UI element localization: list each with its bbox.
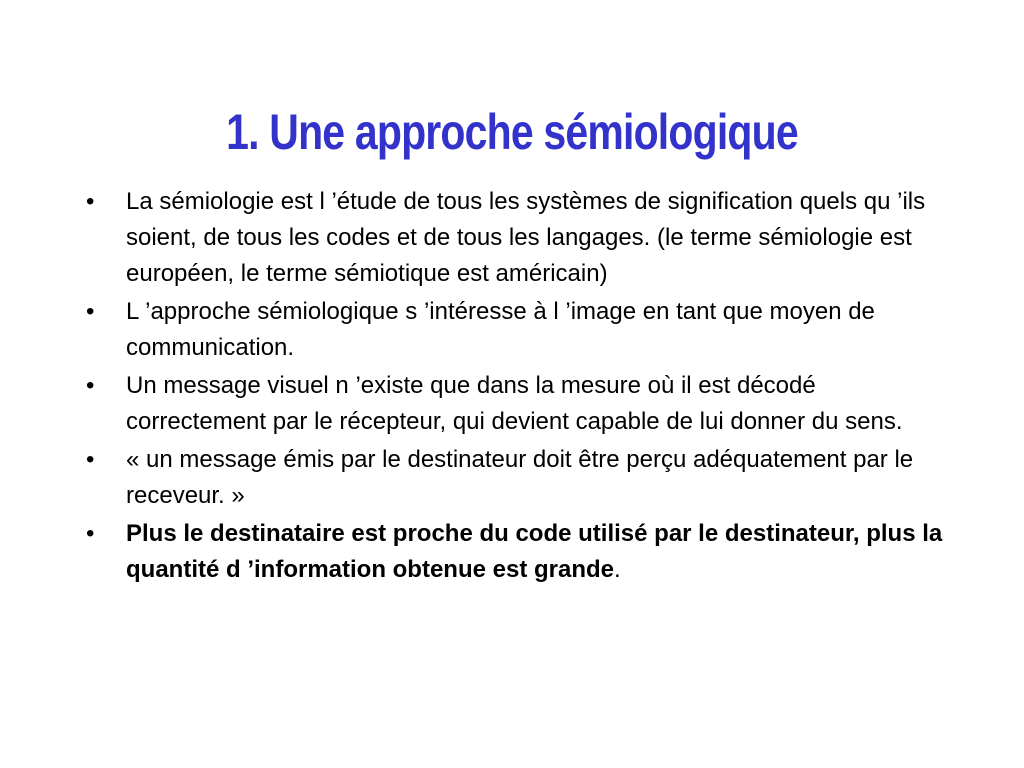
list-item (86, 442, 956, 514)
bullet-icon: • (86, 520, 95, 547)
list-item (86, 184, 956, 292)
bullet-text: La sémiologie est l ’étude de tous les systèmes de signification quels qu ’ils soient, de tous les codes et de tous les langages. (le terme sémiologie est européen, le terme sémiotique est américain) (126, 188, 926, 287)
slide-title: 1. Une approche sémiologique (226, 104, 798, 160)
bullet-text: Un message visuel n ’existe que dans la mesure où il est décodé correctement par le récepteur, qui devient capable de lui donner du sens. (126, 372, 903, 435)
list-item (86, 294, 956, 366)
bullet-icon: • (86, 298, 95, 325)
bullet-list (86, 184, 956, 588)
list-item (86, 516, 956, 588)
bullet-icon: • (86, 372, 95, 399)
bullet-suffix: . (614, 556, 621, 583)
bullet-icon: • (86, 446, 95, 473)
list-item (86, 368, 956, 440)
bullet-icon: • (86, 188, 95, 215)
bullet-text-bold: Plus le destinataire est proche du code utilisé par le destinateur, plus la quantité d ’information obtenue est grande (126, 520, 943, 583)
bullet-text: « un message émis par le destinateur doit être perçu adéquatement par le receveur. » (126, 446, 914, 509)
bullet-text: L ’approche sémiologique s ’intéresse à l ’image en tant que moyen de communication. (126, 298, 875, 361)
